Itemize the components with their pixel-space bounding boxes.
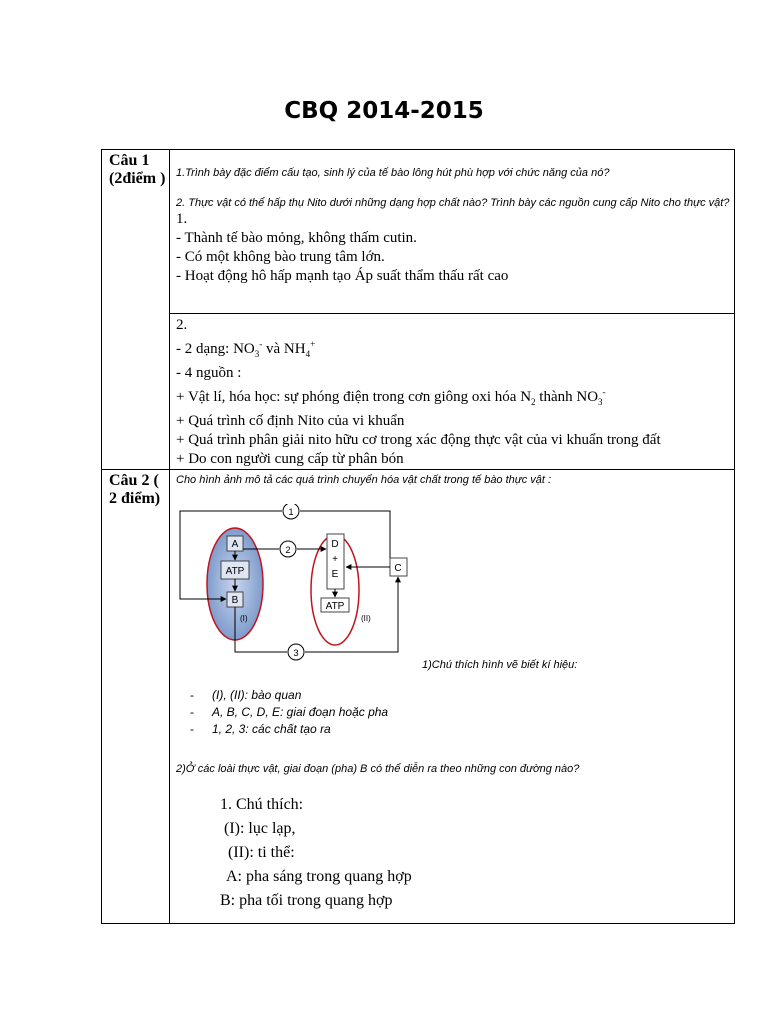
cau1-q2: 2. Thực vật có thể hấp thụ Nito dưới những dạng hợp chất nào? Trình bày các nguồn cung cấp Nito cho thực vật? — [176, 197, 730, 209]
box-a-label: A — [231, 539, 239, 550]
box-d-label: D — [331, 539, 339, 550]
cau2-note-title: 1)Chú thích hình vẽ biết kí hiệu: — [422, 659, 578, 671]
cau1-a2-forms: - 2 dạng: $NO_3^-$ và $NH_4^+$ — [176, 339, 316, 359]
label-ii: (II) — [361, 614, 371, 623]
cau1-a2-source-3: + Quá trình phân giải nito hữu cơ trong xác động thực vật của vi khuẩn trong đất — [176, 432, 661, 448]
node-2-label: 2 — [285, 545, 291, 555]
cau1-a2-num: 2. — [176, 317, 188, 333]
node-3-label: 3 — [293, 648, 299, 658]
exam-table — [101, 149, 735, 924]
cau2-cell — [170, 470, 735, 924]
cau2-bullets — [170, 687, 730, 738]
cau2-bullet: - A, B, C, D, E: giai đoạn hoặc pha — [190, 705, 389, 719]
cau1-a1-line: - Thành tế bào mỏng, không thấm cutin. — [176, 230, 417, 246]
cau1-answer2-cell — [170, 314, 735, 470]
box-b-label: B — [231, 595, 239, 606]
cau1-a1-line: 1. — [176, 211, 188, 227]
cau2-answer-line: A: pha sáng trong quang hợp — [226, 868, 412, 885]
cau2-answers — [220, 793, 412, 913]
cau1-a1-line: - Có một không bào trung tâm lớn. — [176, 249, 385, 265]
label-i: (I) — [240, 614, 248, 623]
cau1-label: Câu 1 (2điểm ) — [102, 150, 170, 470]
cau1-question-cell — [170, 150, 735, 314]
cau2-answer-line: B: pha tối trong quang hợp — [220, 892, 393, 909]
cau2-answer-line: (II): ti thể: — [228, 844, 295, 861]
cau1-a2-sources: - 4 nguồn : — [176, 365, 242, 381]
cau2-intro: Cho hình ảnh mô tả các quá trình chuyển hóa vật chất trong tế bào thực vật : — [176, 474, 552, 486]
cau2-bullet: - (I), (II): bào quan — [190, 688, 302, 702]
box-e-label: E — [331, 569, 339, 580]
page-title: CBQ 2014-2015 — [284, 98, 484, 124]
box-atp-1-label: ATP — [225, 566, 245, 577]
cau1-a2-source-4: + Do con người cung cấp từ phân bón — [176, 451, 404, 467]
cau1-a1-line: - Hoạt động hô hấp mạnh tạo Áp suất thẩm thấu rất cao — [176, 268, 509, 284]
cau1-a2-source-1: + Vật lí, hóa học: sự phóng điện trong cơn giông oxi hóa $N_2$ thành $NO_3^-$ — [176, 387, 606, 407]
box-c-label: C — [394, 563, 402, 574]
cau2-answer-line: 1. Chú thích: — [220, 796, 304, 813]
cau2-answer-line: (I): lục lạp, — [224, 820, 296, 837]
box-atp-2-label: ATP — [325, 601, 345, 612]
cau1-a2-source-2: + Quá trình cố định Nito của vi khuẩn — [176, 413, 405, 429]
cau1-q1: 1.Trình bày đặc điểm cấu tạo, sinh lý của tế bào lông hút phù hợp với chức năng của nó? — [176, 167, 610, 179]
cau2-bullet: - 1, 2, 3: các chất tạo ra — [190, 722, 331, 736]
cau2-q2: 2)Ở các loài thực vật, giai đoạn (pha) B có thể diễn ra theo những con đường nào? — [176, 763, 580, 775]
cau2-label: Câu 2 ( 2 điểm) — [102, 470, 170, 924]
node-1-label: 1 — [288, 507, 294, 517]
metabolism-diagram — [178, 504, 428, 674]
plus-label: + — [332, 554, 338, 565]
